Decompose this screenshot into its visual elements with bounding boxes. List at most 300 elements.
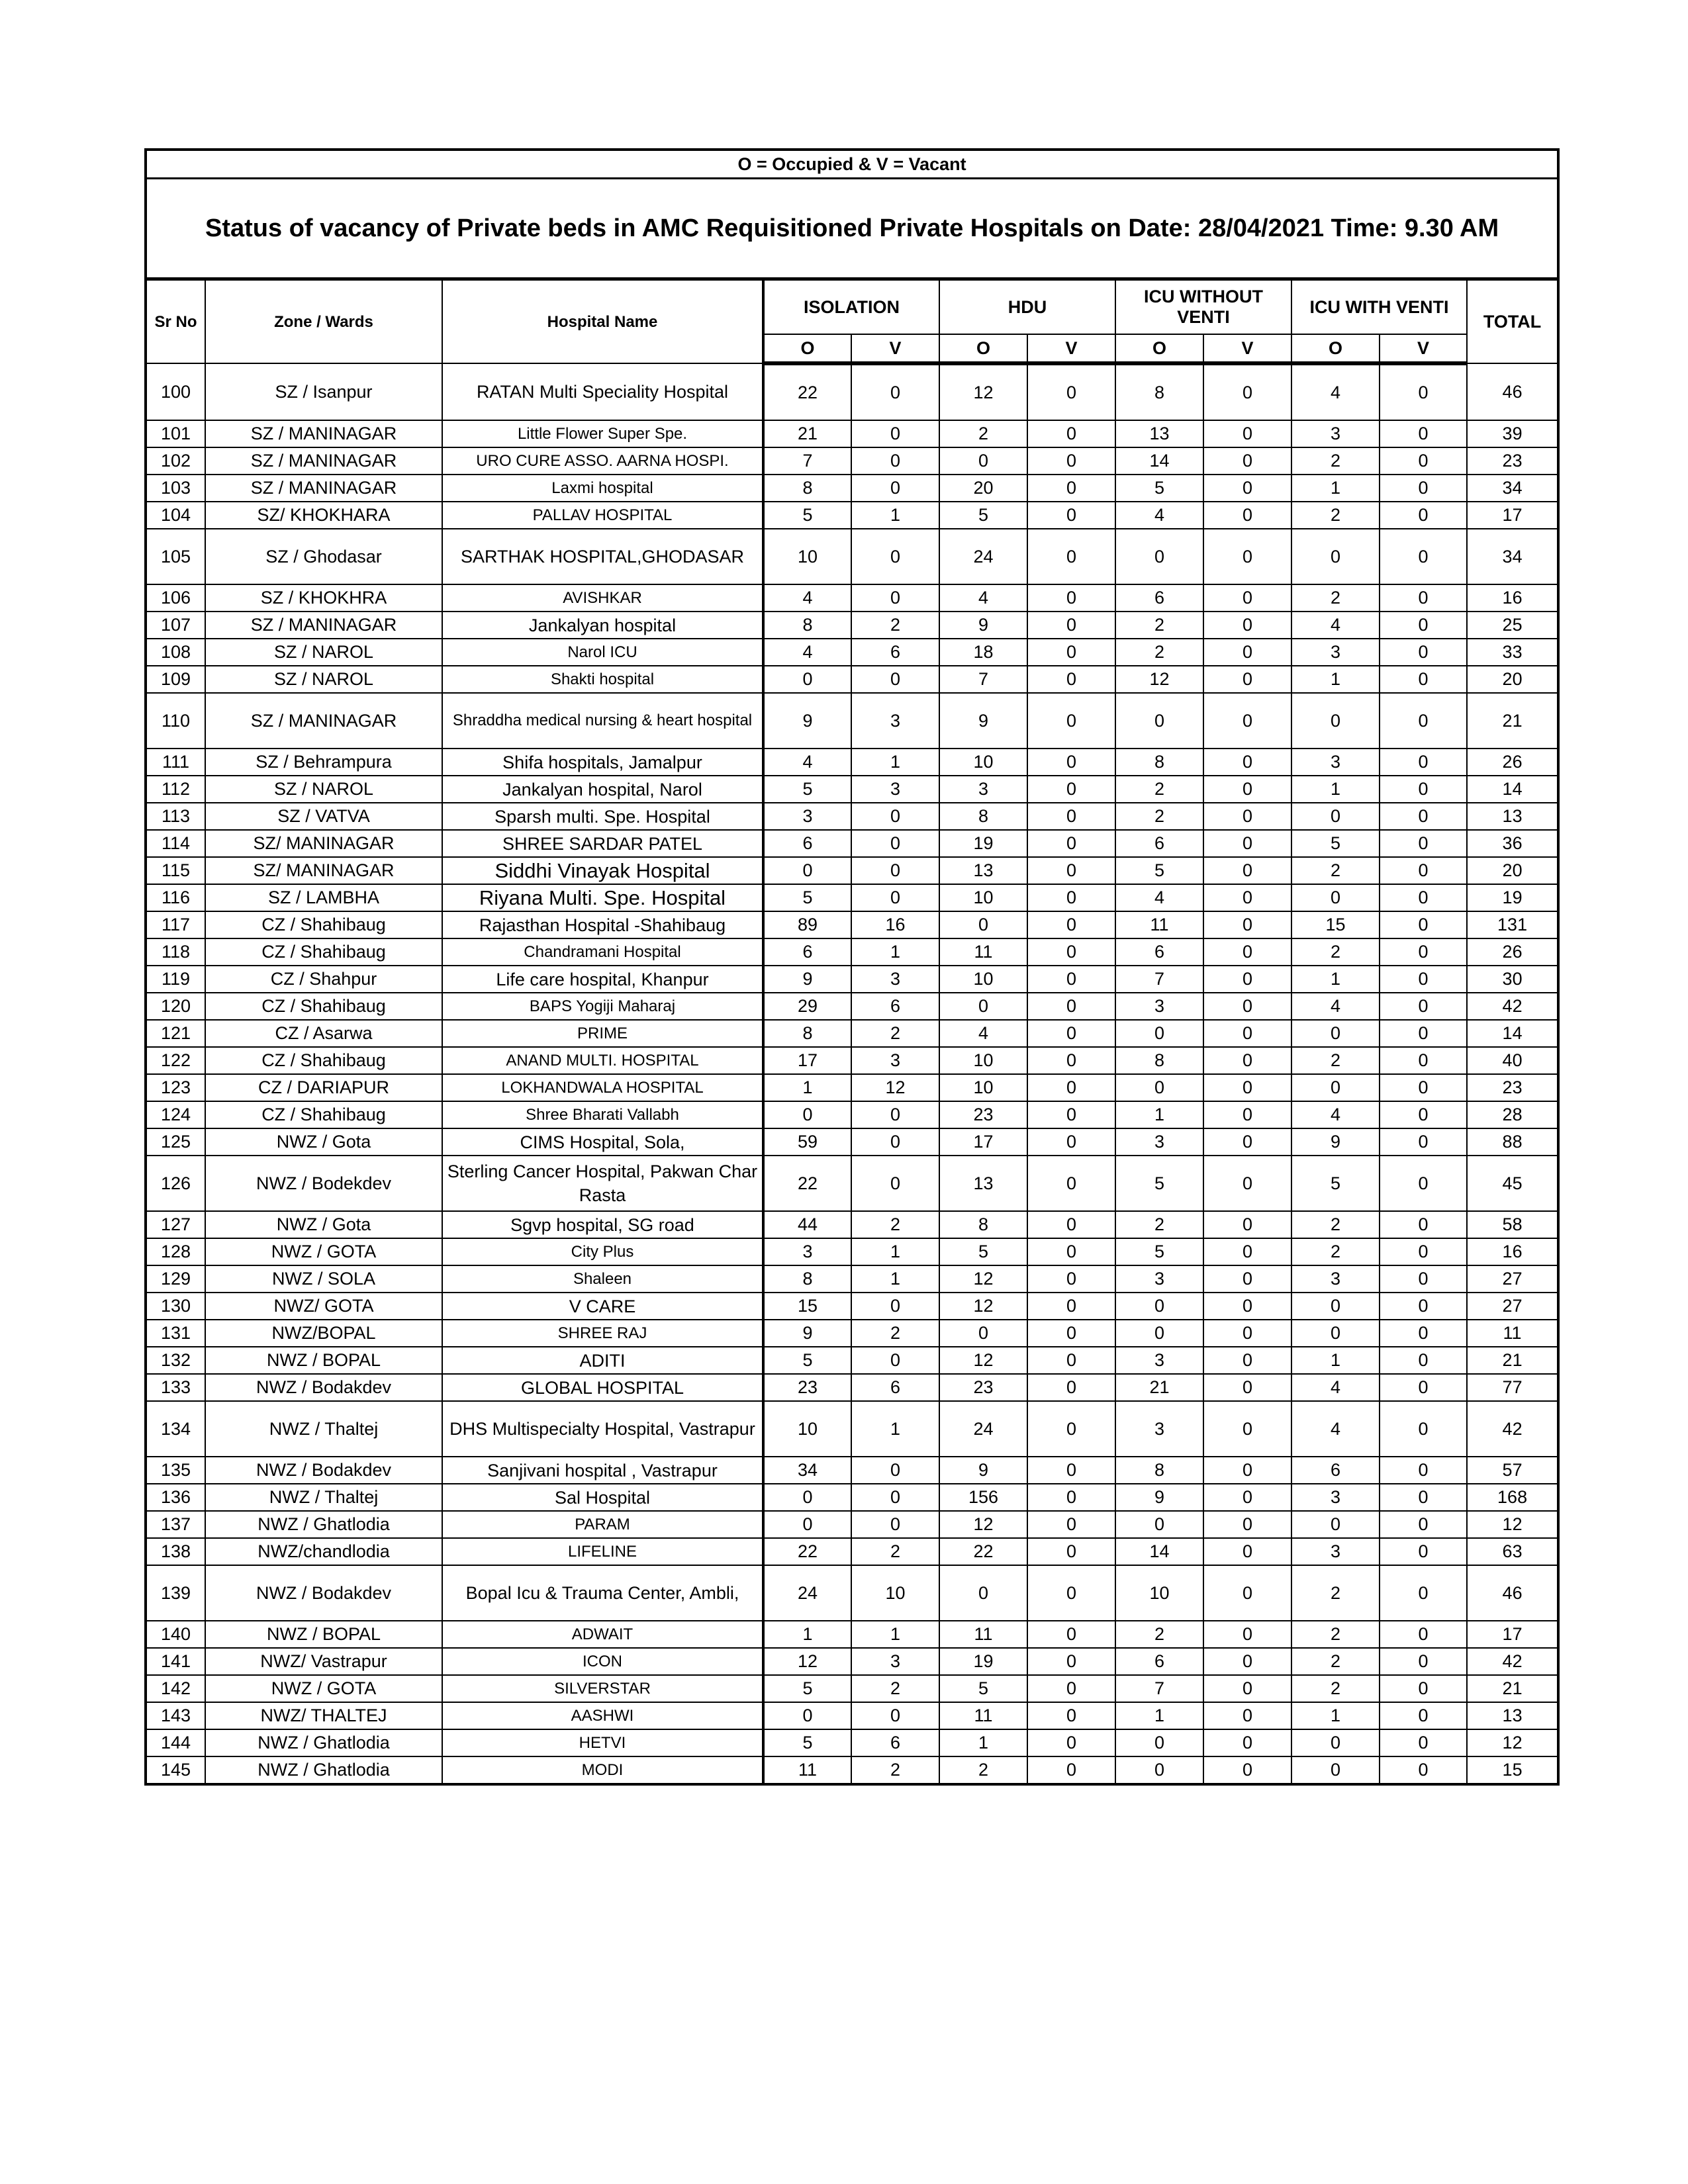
cell-hdu-v: 0 [1027, 1347, 1115, 1374]
cell-isolation-o: 11 [763, 1756, 851, 1784]
cell-isolation-o: 34 [763, 1457, 851, 1484]
cell-hospital-name: Jankalyan hospital, Narol [442, 776, 763, 803]
header-isolation: ISOLATION [763, 279, 939, 335]
cell-hospital-name: SHREE RAJ [442, 1320, 763, 1347]
cell-icu-without-v: 0 [1203, 612, 1291, 639]
cell-isolation-o: 5 [763, 1729, 851, 1756]
table-row [146, 420, 1558, 447]
cell-isolation-v: 1 [851, 1265, 939, 1293]
cell-zone: NWZ / Bodekdev [205, 1156, 442, 1211]
cell-isolation-o: 5 [763, 776, 851, 803]
cell-hdu-o: 10 [939, 966, 1027, 993]
table-row [146, 1293, 1558, 1320]
cell-hdu-v: 0 [1027, 475, 1115, 502]
cell-icu-without-o: 0 [1115, 1756, 1203, 1784]
cell-isolation-o: 0 [763, 1484, 851, 1511]
cell-hdu-o: 5 [939, 1238, 1027, 1265]
table-row [146, 1484, 1558, 1511]
cell-hospital-name: Life care hospital, Khanpur [442, 966, 763, 993]
cell-icu-with-o: 2 [1291, 1648, 1380, 1675]
cell-total: 39 [1467, 420, 1558, 447]
cell-icu-with-o: 4 [1291, 1101, 1380, 1128]
cell-icu-without-v: 0 [1203, 1374, 1291, 1401]
cell-sr-no: 143 [146, 1702, 205, 1729]
cell-icu-without-o: 3 [1115, 1401, 1203, 1457]
cell-total: 13 [1467, 1702, 1558, 1729]
cell-isolation-v: 0 [851, 363, 939, 420]
cell-zone: SZ / NAROL [205, 776, 442, 803]
cell-icu-with-v: 0 [1380, 1074, 1467, 1101]
cell-sr-no: 120 [146, 993, 205, 1020]
cell-zone: NWZ / Bodakdev [205, 1565, 442, 1621]
cell-hdu-v: 0 [1027, 1648, 1115, 1675]
table-row [146, 447, 1558, 475]
cell-hdu-v: 0 [1027, 1702, 1115, 1729]
cell-hdu-o: 11 [939, 1702, 1027, 1729]
cell-icu-with-o: 2 [1291, 1238, 1380, 1265]
cell-icu-with-o: 4 [1291, 1374, 1380, 1401]
table-row [146, 938, 1558, 966]
cell-sr-no: 115 [146, 857, 205, 884]
cell-icu-without-o: 6 [1115, 1648, 1203, 1675]
cell-zone: SZ / MANINAGAR [205, 420, 442, 447]
header-icu-without-o: O [1115, 334, 1203, 363]
table-row [146, 1538, 1558, 1565]
cell-isolation-v: 0 [851, 475, 939, 502]
cell-icu-with-o: 2 [1291, 1211, 1380, 1238]
cell-sr-no: 109 [146, 666, 205, 693]
cell-hdu-v: 0 [1027, 803, 1115, 830]
cell-icu-with-o: 1 [1291, 666, 1380, 693]
cell-hdu-o: 13 [939, 857, 1027, 884]
cell-zone: NWZ / Bodakdev [205, 1457, 442, 1484]
cell-isolation-o: 10 [763, 1401, 851, 1457]
cell-icu-with-v: 0 [1380, 1401, 1467, 1457]
cell-sr-no: 141 [146, 1648, 205, 1675]
cell-sr-no: 134 [146, 1401, 205, 1457]
cell-sr-no: 131 [146, 1320, 205, 1347]
cell-icu-without-v: 0 [1203, 420, 1291, 447]
cell-icu-without-v: 0 [1203, 1156, 1291, 1211]
cell-icu-with-o: 0 [1291, 1729, 1380, 1756]
cell-zone: NWZ / SOLA [205, 1265, 442, 1293]
cell-hdu-o: 13 [939, 1156, 1027, 1211]
cell-hdu-v: 0 [1027, 447, 1115, 475]
cell-icu-with-v: 0 [1380, 693, 1467, 749]
cell-isolation-v: 1 [851, 1621, 939, 1648]
cell-hdu-o: 0 [939, 447, 1027, 475]
cell-hdu-v: 0 [1027, 666, 1115, 693]
cell-icu-with-v: 0 [1380, 1374, 1467, 1401]
cell-icu-with-v: 0 [1380, 803, 1467, 830]
cell-hospital-name: Narol ICU [442, 639, 763, 666]
cell-hdu-v: 0 [1027, 1293, 1115, 1320]
cell-icu-without-o: 6 [1115, 830, 1203, 857]
cell-icu-with-v: 0 [1380, 1729, 1467, 1756]
cell-zone: SZ / MANINAGAR [205, 447, 442, 475]
cell-icu-with-o: 4 [1291, 993, 1380, 1020]
cell-total: 13 [1467, 803, 1558, 830]
cell-hospital-name: Siddhi Vinayak Hospital [442, 857, 763, 884]
cell-isolation-v: 0 [851, 884, 939, 911]
cell-icu-without-v: 0 [1203, 1511, 1291, 1538]
cell-hospital-name: Sal Hospital [442, 1484, 763, 1511]
table-row [146, 1265, 1558, 1293]
cell-hospital-name: DHS Multispecialty Hospital, Vastrapur [442, 1401, 763, 1457]
cell-hdu-o: 9 [939, 1457, 1027, 1484]
cell-hospital-name: Sparsh multi. Spe. Hospital [442, 803, 763, 830]
cell-total: 46 [1467, 1565, 1558, 1621]
cell-isolation-v: 0 [851, 1156, 939, 1211]
cell-icu-without-v: 0 [1203, 502, 1291, 529]
cell-total: 16 [1467, 1238, 1558, 1265]
cell-icu-without-o: 0 [1115, 693, 1203, 749]
cell-icu-without-o: 8 [1115, 1047, 1203, 1074]
table-row [146, 1729, 1558, 1756]
cell-sr-no: 124 [146, 1101, 205, 1128]
cell-icu-without-o: 8 [1115, 749, 1203, 776]
cell-hdu-v: 0 [1027, 1238, 1115, 1265]
cell-isolation-o: 0 [763, 666, 851, 693]
cell-total: 19 [1467, 884, 1558, 911]
page-title: Status of vacancy of Private beds in AMC Requisitioned Private Hospitals on Date: 28/04/2021 Time: 9.30 AM [146, 179, 1558, 279]
cell-isolation-v: 2 [851, 1211, 939, 1238]
cell-icu-without-v: 0 [1203, 1648, 1291, 1675]
cell-icu-without-o: 4 [1115, 884, 1203, 911]
cell-sr-no: 119 [146, 966, 205, 993]
cell-hdu-v: 0 [1027, 1156, 1115, 1211]
cell-icu-with-v: 0 [1380, 1265, 1467, 1293]
cell-hdu-v: 0 [1027, 420, 1115, 447]
cell-isolation-o: 4 [763, 749, 851, 776]
cell-hdu-o: 18 [939, 639, 1027, 666]
cell-zone: SZ / MANINAGAR [205, 693, 442, 749]
cell-zone: CZ / Shahibaug [205, 938, 442, 966]
table-row [146, 1756, 1558, 1784]
cell-isolation-v: 1 [851, 938, 939, 966]
cell-icu-without-o: 14 [1115, 447, 1203, 475]
cell-icu-without-o: 2 [1115, 612, 1203, 639]
cell-icu-with-v: 0 [1380, 1347, 1467, 1374]
cell-icu-with-v: 0 [1380, 639, 1467, 666]
cell-sr-no: 103 [146, 475, 205, 502]
cell-isolation-o: 23 [763, 1374, 851, 1401]
cell-isolation-v: 0 [851, 803, 939, 830]
cell-zone: NWZ/chandlodia [205, 1538, 442, 1565]
cell-zone: SZ / NAROL [205, 639, 442, 666]
cell-zone: SZ / Ghodasar [205, 529, 442, 584]
cell-icu-with-v: 0 [1380, 1484, 1467, 1511]
cell-isolation-o: 29 [763, 993, 851, 1020]
table-row [146, 993, 1558, 1020]
table-row [146, 363, 1558, 420]
cell-hdu-v: 0 [1027, 639, 1115, 666]
cell-sr-no: 144 [146, 1729, 205, 1756]
cell-icu-with-o: 3 [1291, 1265, 1380, 1293]
cell-total: 12 [1467, 1511, 1558, 1538]
cell-isolation-o: 8 [763, 612, 851, 639]
cell-icu-without-o: 21 [1115, 1374, 1203, 1401]
cell-isolation-v: 6 [851, 1729, 939, 1756]
cell-hdu-o: 20 [939, 475, 1027, 502]
cell-hdu-v: 0 [1027, 911, 1115, 938]
cell-hospital-name: AASHWI [442, 1702, 763, 1729]
cell-hospital-name: Little Flower Super Spe. [442, 420, 763, 447]
cell-sr-no: 136 [146, 1484, 205, 1511]
cell-icu-with-v: 0 [1380, 1128, 1467, 1156]
header-hdu: HDU [939, 279, 1115, 335]
cell-icu-with-v: 0 [1380, 1238, 1467, 1265]
cell-total: 30 [1467, 966, 1558, 993]
cell-total: 14 [1467, 776, 1558, 803]
cell-icu-without-v: 0 [1203, 693, 1291, 749]
cell-hdu-v: 0 [1027, 1074, 1115, 1101]
cell-isolation-o: 0 [763, 857, 851, 884]
cell-icu-without-v: 0 [1203, 1538, 1291, 1565]
cell-icu-without-v: 0 [1203, 1020, 1291, 1047]
cell-total: 42 [1467, 1401, 1558, 1457]
cell-icu-with-o: 0 [1291, 1293, 1380, 1320]
cell-sr-no: 114 [146, 830, 205, 857]
cell-isolation-v: 2 [851, 1538, 939, 1565]
cell-icu-with-v: 0 [1380, 1702, 1467, 1729]
cell-icu-without-o: 5 [1115, 1238, 1203, 1265]
cell-icu-with-v: 0 [1380, 1538, 1467, 1565]
cell-hdu-o: 22 [939, 1538, 1027, 1565]
cell-hospital-name: Sgvp hospital, SG road [442, 1211, 763, 1238]
cell-hdu-v: 0 [1027, 938, 1115, 966]
cell-hospital-name: SARTHAK HOSPITAL,GHODASAR [442, 529, 763, 584]
bed-vacancy-table [144, 148, 1560, 1786]
cell-icu-without-v: 0 [1203, 363, 1291, 420]
cell-icu-with-o: 4 [1291, 612, 1380, 639]
cell-total: 15 [1467, 1756, 1558, 1784]
cell-hdu-o: 12 [939, 1347, 1027, 1374]
cell-icu-without-v: 0 [1203, 529, 1291, 584]
cell-hdu-o: 0 [939, 1320, 1027, 1347]
cell-hdu-o: 10 [939, 1047, 1027, 1074]
cell-total: 131 [1467, 911, 1558, 938]
cell-hdu-v: 0 [1027, 1265, 1115, 1293]
table-row [146, 1457, 1558, 1484]
cell-total: 25 [1467, 612, 1558, 639]
cell-hdu-o: 12 [939, 1265, 1027, 1293]
table-row [146, 776, 1558, 803]
cell-sr-no: 112 [146, 776, 205, 803]
cell-hdu-v: 0 [1027, 1101, 1115, 1128]
cell-isolation-o: 6 [763, 830, 851, 857]
cell-isolation-o: 9 [763, 693, 851, 749]
cell-icu-without-o: 8 [1115, 363, 1203, 420]
cell-hdu-o: 12 [939, 363, 1027, 420]
cell-sr-no: 140 [146, 1621, 205, 1648]
cell-hdu-v: 0 [1027, 584, 1115, 612]
cell-icu-with-o: 0 [1291, 1756, 1380, 1784]
cell-hdu-o: 9 [939, 693, 1027, 749]
cell-hdu-o: 0 [939, 993, 1027, 1020]
cell-hdu-v: 0 [1027, 749, 1115, 776]
cell-icu-with-v: 0 [1380, 884, 1467, 911]
cell-hdu-o: 10 [939, 1074, 1027, 1101]
cell-isolation-o: 7 [763, 447, 851, 475]
cell-icu-with-v: 0 [1380, 749, 1467, 776]
cell-sr-no: 128 [146, 1238, 205, 1265]
cell-icu-with-v: 0 [1380, 966, 1467, 993]
cell-hdu-o: 19 [939, 1648, 1027, 1675]
cell-icu-without-o: 5 [1115, 475, 1203, 502]
cell-sr-no: 135 [146, 1457, 205, 1484]
cell-icu-with-o: 5 [1291, 1156, 1380, 1211]
cell-isolation-v: 1 [851, 1401, 939, 1457]
cell-icu-without-v: 0 [1203, 1347, 1291, 1374]
header-icu-with-venti: ICU WITH VENTI [1291, 279, 1467, 335]
cell-icu-without-o: 0 [1115, 1293, 1203, 1320]
cell-icu-without-o: 2 [1115, 1211, 1203, 1238]
cell-icu-without-v: 0 [1203, 1565, 1291, 1621]
cell-sr-no: 126 [146, 1156, 205, 1211]
cell-total: 20 [1467, 857, 1558, 884]
cell-isolation-v: 0 [851, 447, 939, 475]
cell-icu-without-v: 0 [1203, 803, 1291, 830]
table-row [146, 1675, 1558, 1702]
cell-icu-without-v: 0 [1203, 776, 1291, 803]
cell-icu-without-o: 13 [1115, 420, 1203, 447]
cell-isolation-o: 8 [763, 1265, 851, 1293]
table-row [146, 857, 1558, 884]
cell-hdu-o: 156 [939, 1484, 1027, 1511]
cell-hdu-o: 4 [939, 1020, 1027, 1047]
cell-icu-with-v: 0 [1380, 776, 1467, 803]
cell-zone: NWZ / Gota [205, 1211, 442, 1238]
cell-icu-with-v: 0 [1380, 911, 1467, 938]
cell-isolation-v: 10 [851, 1565, 939, 1621]
cell-hdu-v: 0 [1027, 1484, 1115, 1511]
header-isolation-o: O [763, 334, 851, 363]
cell-isolation-o: 15 [763, 1293, 851, 1320]
cell-hdu-o: 17 [939, 1128, 1027, 1156]
cell-icu-without-v: 0 [1203, 1238, 1291, 1265]
cell-sr-no: 108 [146, 639, 205, 666]
cell-icu-without-v: 0 [1203, 857, 1291, 884]
cell-icu-with-v: 0 [1380, 1101, 1467, 1128]
cell-sr-no: 102 [146, 447, 205, 475]
cell-hospital-name: Sterling Cancer Hospital, Pakwan Char Rasta [442, 1156, 763, 1211]
header-hdu-v: V [1027, 334, 1115, 363]
cell-isolation-v: 0 [851, 857, 939, 884]
cell-isolation-v: 2 [851, 1020, 939, 1047]
cell-sr-no: 118 [146, 938, 205, 966]
header-icu-with-o: O [1291, 334, 1380, 363]
cell-hospital-name: RATAN Multi Speciality Hospital [442, 363, 763, 420]
cell-sr-no: 101 [146, 420, 205, 447]
cell-icu-with-o: 0 [1291, 1074, 1380, 1101]
cell-isolation-v: 2 [851, 612, 939, 639]
cell-total: 14 [1467, 1020, 1558, 1047]
cell-total: 23 [1467, 1074, 1558, 1101]
cell-icu-without-o: 0 [1115, 1020, 1203, 1047]
cell-hospital-name: LOKHANDWALA HOSPITAL [442, 1074, 763, 1101]
cell-hdu-o: 1 [939, 1729, 1027, 1756]
legend-text: O = Occupied & V = Vacant [146, 150, 1558, 179]
cell-zone: SZ/ KHOKHARA [205, 502, 442, 529]
cell-icu-with-o: 2 [1291, 502, 1380, 529]
cell-isolation-o: 0 [763, 1702, 851, 1729]
table-row [146, 1702, 1558, 1729]
cell-hdu-v: 0 [1027, 884, 1115, 911]
cell-hdu-v: 0 [1027, 1675, 1115, 1702]
cell-icu-with-o: 2 [1291, 1621, 1380, 1648]
cell-isolation-v: 0 [851, 1702, 939, 1729]
cell-hospital-name: Sanjivani hospital , Vastrapur [442, 1457, 763, 1484]
cell-total: 26 [1467, 938, 1558, 966]
cell-isolation-v: 0 [851, 1293, 939, 1320]
cell-hospital-name: HETVI [442, 1729, 763, 1756]
cell-icu-with-o: 1 [1291, 475, 1380, 502]
cell-zone: NWZ / Ghatlodia [205, 1729, 442, 1756]
cell-icu-without-v: 0 [1203, 475, 1291, 502]
header-sr-no: Sr No [146, 279, 205, 364]
cell-sr-no: 121 [146, 1020, 205, 1047]
cell-hdu-o: 8 [939, 1211, 1027, 1238]
cell-icu-without-v: 0 [1203, 584, 1291, 612]
header-icu-without-v: V [1203, 334, 1291, 363]
header-isolation-v: V [851, 334, 939, 363]
cell-total: 17 [1467, 1621, 1558, 1648]
cell-zone: NWZ / Gota [205, 1128, 442, 1156]
cell-hdu-v: 0 [1027, 363, 1115, 420]
cell-icu-without-v: 0 [1203, 1293, 1291, 1320]
cell-hospital-name: ADWAIT [442, 1621, 763, 1648]
table-row [146, 803, 1558, 830]
cell-hdu-v: 0 [1027, 1128, 1115, 1156]
cell-icu-without-o: 3 [1115, 1265, 1203, 1293]
cell-icu-without-v: 0 [1203, 1320, 1291, 1347]
cell-total: 34 [1467, 529, 1558, 584]
table-row [146, 612, 1558, 639]
table-row [146, 584, 1558, 612]
cell-zone: NWZ/ GOTA [205, 1293, 442, 1320]
cell-icu-with-o: 2 [1291, 1565, 1380, 1621]
cell-total: 42 [1467, 1648, 1558, 1675]
cell-icu-with-v: 0 [1380, 612, 1467, 639]
table-row [146, 1374, 1558, 1401]
cell-hospital-name: V CARE [442, 1293, 763, 1320]
header-total: TOTAL [1467, 279, 1558, 364]
cell-hdu-o: 0 [939, 911, 1027, 938]
cell-hdu-v: 0 [1027, 693, 1115, 749]
cell-hdu-v: 0 [1027, 1457, 1115, 1484]
cell-icu-without-o: 6 [1115, 938, 1203, 966]
cell-icu-without-o: 0 [1115, 1320, 1203, 1347]
cell-icu-with-o: 1 [1291, 966, 1380, 993]
cell-isolation-v: 0 [851, 584, 939, 612]
cell-isolation-v: 0 [851, 1101, 939, 1128]
cell-sr-no: 129 [146, 1265, 205, 1293]
cell-icu-with-o: 0 [1291, 884, 1380, 911]
cell-hdu-v: 0 [1027, 1401, 1115, 1457]
cell-icu-with-o: 3 [1291, 639, 1380, 666]
cell-sr-no: 123 [146, 1074, 205, 1101]
cell-hdu-v: 0 [1027, 1047, 1115, 1074]
cell-zone: NWZ / Thaltej [205, 1484, 442, 1511]
cell-zone: NWZ / Bodakdev [205, 1374, 442, 1401]
cell-hdu-o: 11 [939, 1621, 1027, 1648]
cell-hospital-name: Laxmi hospital [442, 475, 763, 502]
cell-icu-with-o: 0 [1291, 1020, 1380, 1047]
header-icu-with-v: V [1380, 334, 1467, 363]
cell-hospital-name: Chandramani Hospital [442, 938, 763, 966]
cell-icu-without-v: 0 [1203, 1621, 1291, 1648]
